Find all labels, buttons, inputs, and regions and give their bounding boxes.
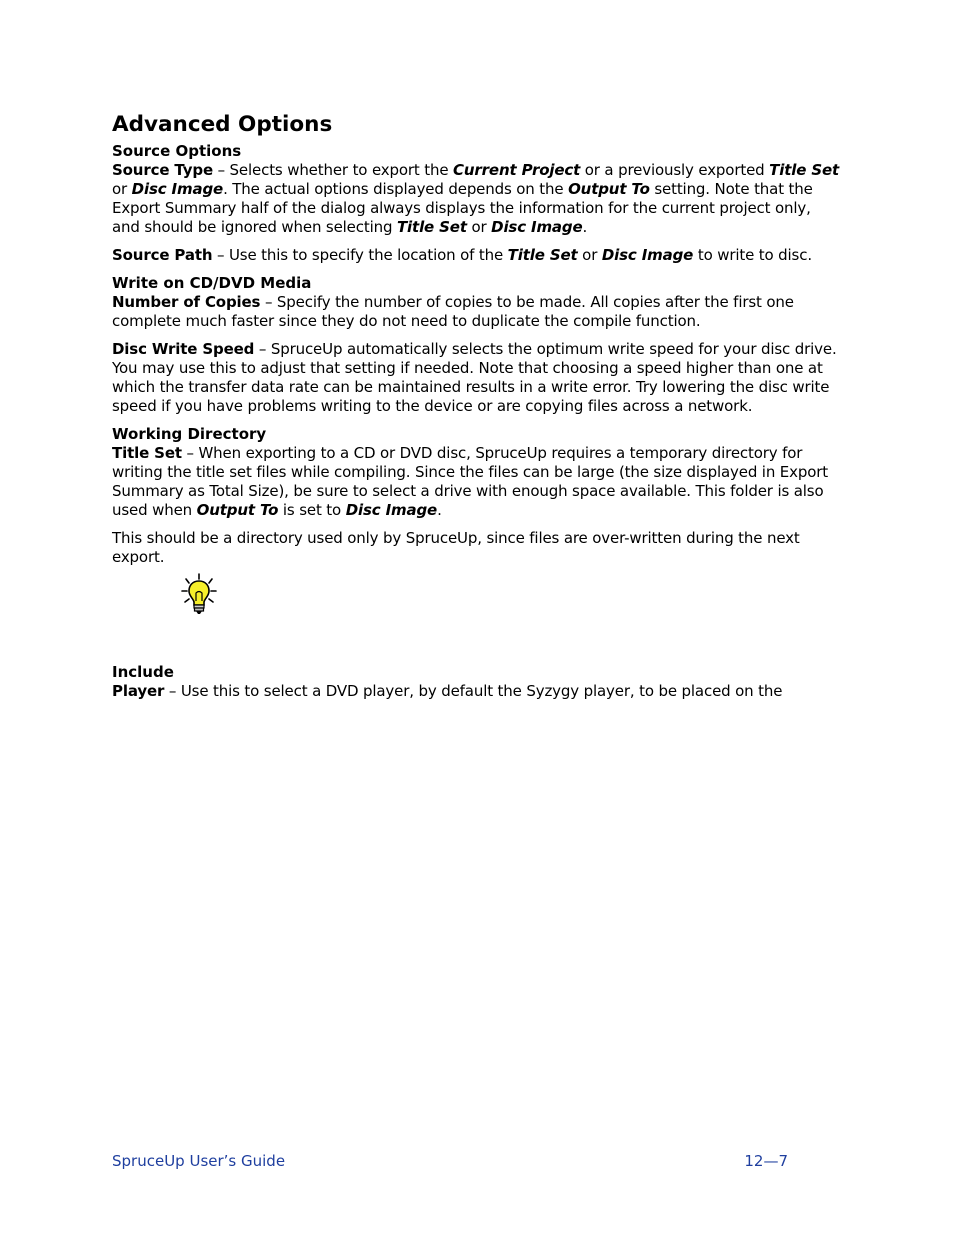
text-run: or (577, 246, 602, 264)
paragraph-number-of-copies (112, 293, 840, 331)
emphasis-output-to: Output To (568, 180, 650, 198)
text-run: . (437, 501, 442, 519)
emphasis-output-to: Output To (196, 501, 279, 519)
emphasis-disc-image: Disc Image (491, 218, 583, 236)
text-run: or a previously exported (580, 161, 770, 179)
text-run: is set to (278, 501, 346, 519)
paragraph-source-type (112, 161, 840, 237)
text-run: – Use this to select a DVD player, by default the Syzygy player, to be placed on the (164, 682, 783, 700)
paragraph-directory-note: This should be a directory used only by SpruceUp, since files are over-written during the next export. (112, 529, 800, 566)
paragraph-player (112, 682, 840, 701)
text-run: – Selects whether to export the (212, 161, 454, 179)
text-run: . (582, 218, 588, 236)
text-run: setting. Note that the Export Summary half of the dialog always displays the information for the current project only, and should be ignored when selecting (112, 180, 813, 236)
term-source-type: Source Type (112, 161, 213, 179)
page-title: Advanced Options (112, 112, 333, 137)
paragraph-disc-write-speed (112, 340, 840, 416)
section-heading-include: Include (112, 663, 174, 681)
term-player: Player (112, 682, 165, 700)
lightbulb-icon-graphic (178, 571, 222, 619)
section-heading-write-media: Write on CD/DVD Media (112, 274, 312, 292)
emphasis-title-set: Title Set (396, 218, 467, 236)
lightbulb-icon (178, 571, 222, 619)
emphasis-title-set: Title Set (507, 246, 578, 264)
text-run: or (466, 218, 492, 236)
term-disc-write-speed: Disc Write Speed (112, 340, 255, 358)
footer-guide-title: SpruceUp User’s Guide (112, 1152, 286, 1170)
section-heading-source-options: Source Options (112, 142, 242, 160)
text-run: . The actual options displayed depends on the (223, 180, 569, 198)
text-run: – SpruceUp automatically selects the optimum write speed for your disc drive. You may use this to adjust that setting if needed. Note that choosing a speed higher than one at which the transfer data rate can be maintained results in a write error. Try lowering the disc write speed if you have problems writing to the device or are copying files across a network. (112, 340, 837, 415)
section-heading-working-directory: Working Directory (112, 425, 267, 443)
term-title-set: Title Set (112, 444, 182, 462)
spacer (112, 619, 840, 663)
text-run: – Use this to specify the location of the (212, 246, 508, 264)
page-content (112, 110, 840, 710)
text-run: – When exporting to a CD or DVD disc, SpruceUp requires a temporary directory for writing the title set files while compiling. Since the files can be large (the size displayed in Export Summary as Total Size), be sure to select a drive with enough space available. This folder is also used when (112, 444, 829, 519)
paragraph-title-set (112, 444, 840, 520)
term-source-path: Source Path (112, 246, 213, 264)
emphasis-disc-image: Disc Image (131, 180, 224, 198)
text-run: to write to disc. (693, 246, 812, 264)
emphasis-disc-image: Disc Image (601, 246, 694, 264)
paragraph-source-path (112, 246, 840, 265)
text-run: or (112, 180, 132, 198)
page-footer (112, 1151, 788, 1171)
emphasis-current-project: Current Project (453, 161, 581, 179)
footer-page-number: 12—7 (744, 1152, 788, 1170)
emphasis-disc-image: Disc Image (345, 501, 438, 519)
term-number-of-copies: Number of Copies (112, 293, 261, 311)
text-run: – Specify the number of copies to be made. All copies after the first one complete much faster since they do not need to duplicate the compile function. (112, 293, 794, 330)
emphasis-title-set: Title Set (769, 161, 840, 179)
